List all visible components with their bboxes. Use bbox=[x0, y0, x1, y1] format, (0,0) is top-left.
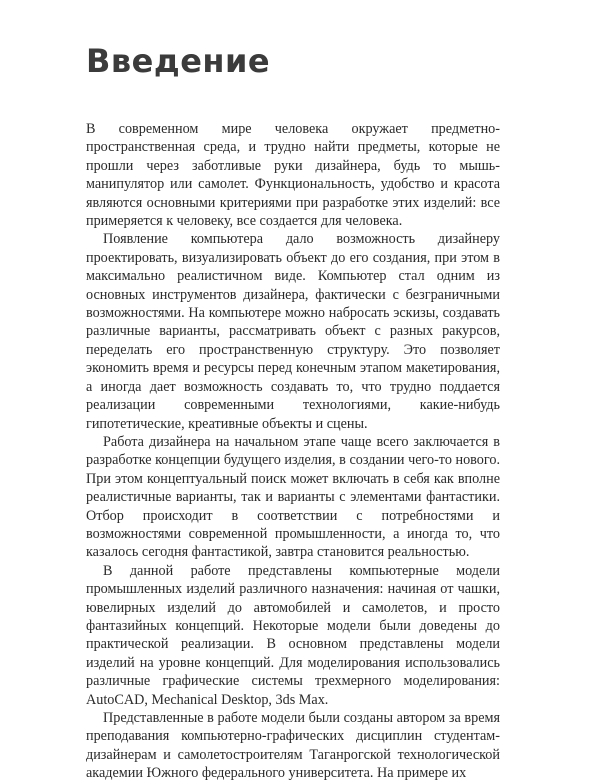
body-text bbox=[86, 120, 500, 783]
paragraph-1: В современном мире человека окружает предметно-пространственная среда, и трудно найти предметы, которые не прошли через заботливые руки дизайнера, будь то мышь-манипулятор или самолет. Функциональность, удобство и красота являются основными критериями при разработке этих изделий: все примеряется к человеку, все создается для человека. bbox=[86, 121, 500, 230]
chapter-title: Введение bbox=[86, 42, 271, 80]
paragraph-3: Работа дизайнера на начальном этапе чаще всего заключается в разработке концепции будущего изделия, в создании чего-то нового. При этом концептуальный поиск может включать в себя как вполне реалистичные варианты, так и варианты с элементами фантастики. Отбор происходит в соответствии с потребностями и возможностями современной промышленности, а иногда то, что казалось сегодня фантастикой, завтра становится реальностью. bbox=[86, 433, 500, 561]
paragraph-4: В данной работе представлены компьютерные модели промышленных изделий различного назначения: начиная от чашки, ювелирных изделий до автомобилей и самолетов, и просто фантазийных концепций. Некоторые модели были доведены до практической реализации. В основном представлены модели изделий на уровне концепций. Для моделирования использовались различные графические системы трехмерного моделирования: AutoCAD, Mechanical Desktop, 3ds Max. bbox=[86, 562, 500, 708]
paragraph-5: Представленные в работе модели были созданы автором за время преподавания компьютерно-графических дисциплин студентам-дизайнерам и самолетостроителям Таганрогской технологической академии Южного федерального университета. На примере их bbox=[86, 710, 500, 782]
paragraph-2: Появление компьютера дало возможность дизайнеру проектировать, визуализировать объект до его создания, при этом в максимально реалистичном виде. Компьютер стал одним из основных инструментов дизайнера, фактически с безграничными возможностями. На компьютере можно набросать эскизы, создавать различные варианты, рассматривать объект с разных ракурсов, переделать его пространственную структуру. Это позволяет экономить время и ресурсы перед конечным этапом макетирования, а иногда дает возможность создавать то, что трудно поддается реализации современными технологиями, какие-нибудь гипотетические, креативные объекты и сцены. bbox=[86, 231, 500, 432]
